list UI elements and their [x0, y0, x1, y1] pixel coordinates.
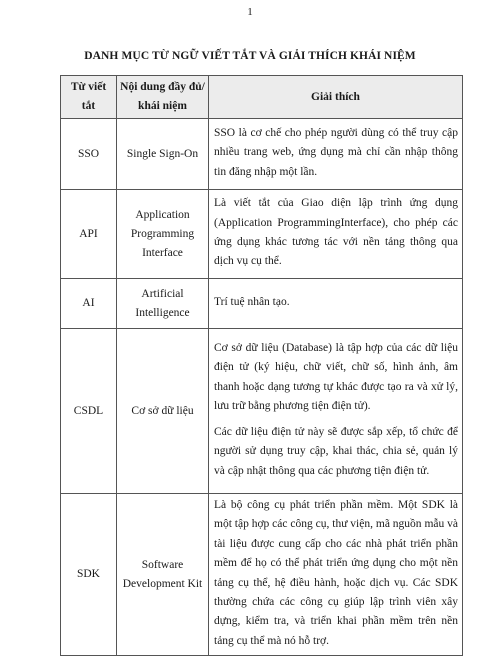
full-name-cell: Software Development Kit: [117, 494, 209, 656]
header-full-name: Nội dung đầy đủ/ khái niệm: [117, 76, 209, 119]
document-title: DANH MỤC TỪ NGỮ VIẾT TẮT VÀ GIẢI THÍCH KHÁI NIỆM: [84, 50, 416, 62]
explanation-cell: [209, 329, 463, 494]
abbreviation-cell: SSO: [61, 119, 117, 190]
table-row: [61, 119, 463, 190]
abbreviation-cell: SDK: [61, 494, 117, 656]
table-row: [61, 279, 463, 329]
glossary-table: [60, 75, 463, 656]
table-row: [61, 494, 463, 656]
table-header-row: [61, 76, 463, 119]
explanation-cell: [209, 119, 463, 190]
table-row: [61, 190, 463, 279]
explanation-text: Là viết tắt của Giao diện lập trình ứng dụng (Application ProgrammingInterface), cho phép các ứng dụng khác tương tác với nền tảng thông qua dịch vụ cụ thể.: [214, 197, 458, 268]
abbreviation-cell: API: [61, 190, 117, 279]
explanation-text: Cơ sở dữ liệu (Database) là tập hợp của các dữ liệu điện tử (ký hiệu, chữ viết, chữ số, hình ảnh, âm thanh hoặc dạng tương tự khác được tạo ra và xử lý, lưu trữ bằng phương tiện điện tử).: [214, 342, 458, 413]
full-name-cell: Application Programming Interface: [117, 190, 209, 279]
header-explanation: Giải thích: [209, 76, 463, 119]
header-abbreviation: Từ viết tắt: [61, 76, 117, 119]
full-name-cell: Single Sign-On: [117, 119, 209, 190]
full-name-cell: Artificial Intelligence: [117, 279, 209, 329]
explanation-cell: [209, 494, 463, 656]
explanation-text: Trí tuệ nhân tạo.: [214, 295, 290, 308]
explanation-text: Là bộ công cụ phát triển phần mềm. Một SDK là một tập hợp các công cụ, thư viện, mã nguồn mẫu và tài liệu được cung cấp cho các nhà phát triển phần mềm để họ có thể phát triển ứng dụng cho một nền tảng cụ thể, hệ điều hành, hoặc dịch vụ. Các SDK thường chứa các công cụ giúp lập trình viên xây dựng, kiểm tra, và triển khai phần mềm trên nền tảng cụ thể mà nó hỗ trợ.: [214, 499, 458, 647]
explanation-cell: [209, 279, 463, 329]
full-name-cell: Cơ sở dữ liệu: [117, 329, 209, 494]
abbreviation-cell: AI: [61, 279, 117, 329]
explanation-text: Các dữ liệu điện tử này sẽ được sắp xếp, tổ chức để người sử dụng truy cập, khai thác, chia sẻ, quản lý và cập nhật thông qua các phương tiện điện tử.: [214, 425, 458, 477]
page-number: 1: [247, 6, 253, 18]
table-row: [61, 329, 463, 494]
explanation-cell: [209, 190, 463, 279]
abbreviation-cell: CSDL: [61, 329, 117, 494]
explanation-text: SSO là cơ chế cho phép người dùng có thể truy cập nhiều trang web, ứng dụng mà chỉ cần nhập thông tin đăng nhập một lần.: [214, 126, 458, 178]
